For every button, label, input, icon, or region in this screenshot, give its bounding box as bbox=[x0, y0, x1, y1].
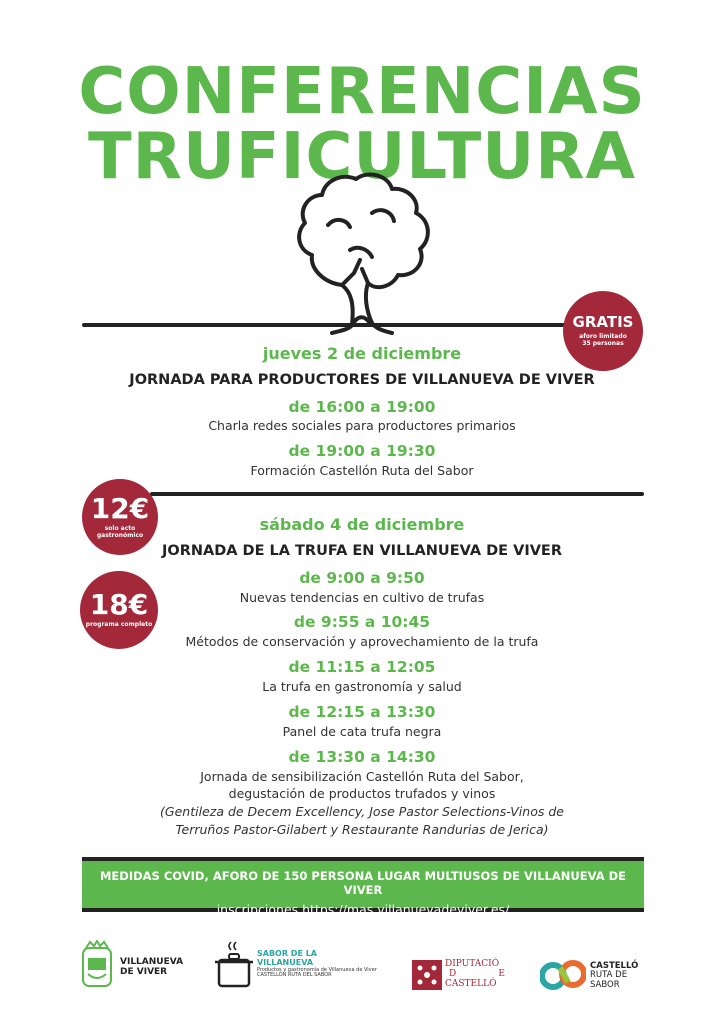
viver-logo-line-2: DE VIVER bbox=[120, 966, 168, 977]
day1-session-2-desc: Formación Castellón Ruta del Sabor bbox=[250, 463, 474, 478]
day2-jornada: JORNADA DE LA TRUFA EN VILLANUEVA DE VIVER bbox=[161, 543, 563, 559]
price-12-note-2: gastronómico bbox=[96, 532, 144, 539]
viver-logo-line-1: VILLANUEVA bbox=[120, 957, 184, 967]
divider-middle bbox=[150, 492, 644, 496]
diputacio-logo bbox=[412, 960, 512, 992]
diputacio-line-4: CASTELLÓ bbox=[445, 978, 497, 989]
day1-session-1-desc: Charla redes sociales para productores primarios bbox=[208, 418, 516, 433]
tree-icon bbox=[280, 165, 440, 335]
day2-session-4-desc: Panel de cata trufa negra bbox=[282, 724, 442, 739]
free-badge-label: GRATIS bbox=[572, 312, 634, 331]
price-12-label: 12€ bbox=[90, 491, 150, 525]
divider-top bbox=[82, 323, 572, 327]
sabor-logo bbox=[215, 940, 385, 992]
registration-link[interactable]: inscripciones https://mas.villanuevadeviver.es/ bbox=[216, 902, 510, 917]
castello-logo bbox=[540, 958, 650, 994]
day2-session-4-time: de 12:15 a 13:30 bbox=[288, 703, 436, 721]
sabor-logo-line-3: Productos y gastronomía de Villanueva de Viver bbox=[257, 966, 377, 973]
viver-logo bbox=[80, 940, 190, 992]
price-18-note: programa completo bbox=[85, 621, 153, 629]
day2-session-5-time: de 13:30 a 14:30 bbox=[288, 748, 436, 766]
day2-session-1-time: de 9:00 a 9:50 bbox=[299, 569, 425, 587]
covid-notice: MEDIDAS COVID, AFORO DE 150 PERSONA LUGAR MULTIUSOS DE VILLANUEVA DE VIVER bbox=[99, 869, 627, 897]
day2-session-5-note-1: (Gentileza de Decem Excellency, Jose Pastor Selections-Vinos de bbox=[160, 804, 564, 819]
diputacio-line-3: E bbox=[498, 968, 505, 979]
covid-banner bbox=[82, 857, 644, 917]
castello-line-3: SABOR bbox=[590, 979, 620, 990]
title-line-1: CONFERENCIAS bbox=[78, 55, 646, 129]
day2-session-5-desc-2: degustación de productos trufados y vinos bbox=[228, 786, 496, 801]
castello-line-2: RUTA DE bbox=[590, 970, 628, 981]
day2-session-3-desc: La trufa en gastronomía y salud bbox=[262, 679, 462, 694]
day2-session-5-note-2: Terruños Pastor-Gilabert y Restaurante Randurias de Jerica) bbox=[175, 822, 549, 837]
castello-line-1: CASTELLÓ bbox=[590, 961, 639, 971]
free-badge-note-2: 35 personas bbox=[582, 340, 624, 347]
day2-session-2-desc: Métodos de conservación y aprovechamiento de la trufa bbox=[185, 634, 539, 649]
day2-session-5-desc: Jornada de sensibilización Castellón Ruta del Sabor, bbox=[200, 769, 524, 784]
day1-jornada: JORNADA PARA PRODUCTORES DE VILLANUEVA DE VIVER bbox=[129, 372, 595, 388]
price-18-label: 18€ bbox=[89, 588, 149, 622]
diputacio-emblem-icon bbox=[412, 960, 442, 990]
day2-session-2-time: de 9:55 a 10:45 bbox=[293, 613, 431, 631]
price-12-note-1: solo acto bbox=[104, 524, 136, 532]
day2-session-1-desc: Nuevas tendencias en cultivo de trufas bbox=[239, 590, 485, 605]
sabor-logo-line-4: CASTELLÓN RUTA DEL SABOR bbox=[257, 972, 332, 979]
sabor-logo-line-1: SABOR DE LA bbox=[257, 949, 317, 958]
cooking-pot-icon bbox=[215, 940, 253, 990]
title-line-2: TRUFICULTURA bbox=[88, 120, 636, 194]
day1-session-2-time: de 19:00 a 19:30 bbox=[288, 442, 436, 460]
free-badge-note-1: aforo limitado bbox=[579, 332, 627, 340]
castello-ruta-icon bbox=[540, 958, 586, 992]
day2-date: sábado 4 de diciembre bbox=[259, 515, 465, 534]
day1-date: jueves 2 de diciembre bbox=[262, 344, 462, 363]
diputacio-line-2: D bbox=[449, 968, 457, 979]
sabor-logo-line-2: VILLANUEVA bbox=[257, 957, 314, 967]
day1-session-1-time: de 16:00 a 19:00 bbox=[288, 398, 436, 416]
viver-crest-icon bbox=[80, 940, 114, 990]
diputacio-line-1: DIPUTACIÓ bbox=[445, 959, 500, 969]
day2-session-3-time: de 11:15 a 12:05 bbox=[288, 658, 436, 676]
